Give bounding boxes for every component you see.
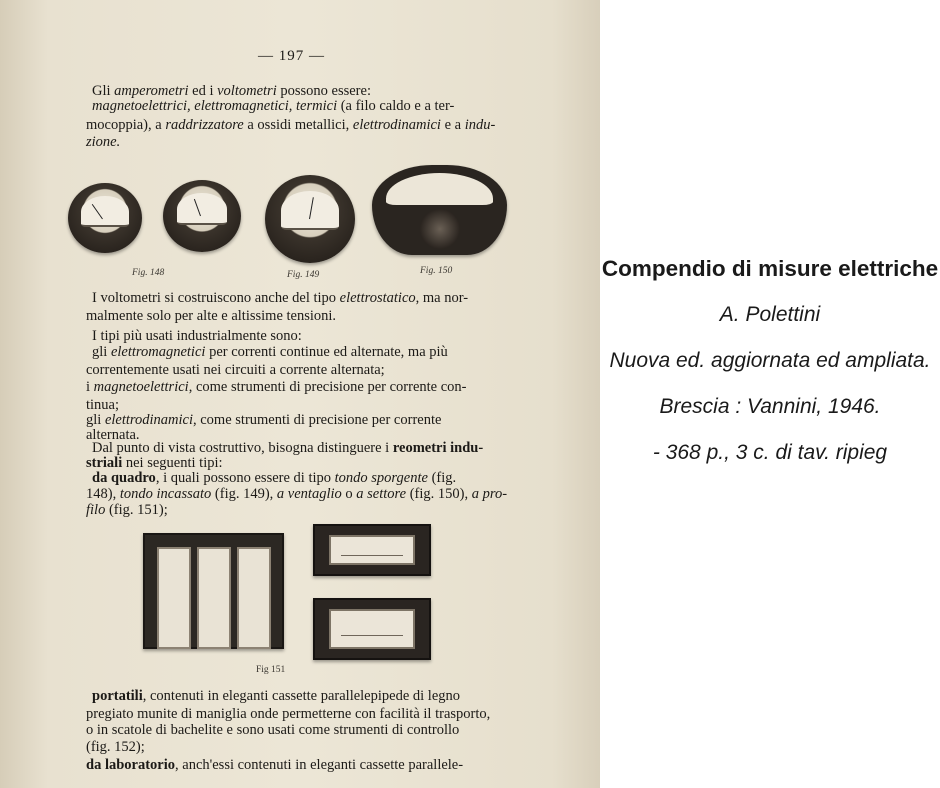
text-segment: voltometri <box>217 83 277 99</box>
fig148-meter-left <box>68 183 142 253</box>
text-segment: alternata. <box>86 427 140 443</box>
text-segment: , i quali possono essere di tipo <box>155 470 335 486</box>
text-segment: a ossidi metallici, <box>243 117 353 133</box>
text-segment: gli <box>86 412 105 428</box>
text-segment: ed i <box>188 83 218 99</box>
text-segment: filo <box>86 502 106 518</box>
book-extent: - 368 p., 3 c. di tav. ripieg <box>652 441 888 464</box>
text-segment: a settore <box>356 486 407 502</box>
text-segment: correntemente usati nei circuiti a corrente alternata; <box>86 362 385 378</box>
book-author: A. Polettini <box>719 303 821 326</box>
text-segment: raddrizzatore <box>165 117 244 133</box>
text-segment: , contenuti in eleganti cassette parallelepipede di legno <box>142 688 461 704</box>
text-segment: per correnti continue ed alternate, ma più <box>205 344 448 360</box>
text-segment: o in scatole di bachelite e sono usati come strumenti di controllo <box>86 722 460 738</box>
text-line <box>86 134 120 151</box>
text-line <box>86 379 467 396</box>
text-segment: (fig. 149), <box>211 486 277 502</box>
text-segment: , anch'essi contenuti in eleganti cassette parallele- <box>175 757 464 773</box>
text-segment: elettromagnetici <box>110 344 206 360</box>
text-segment: tinua; <box>86 397 120 413</box>
text-line <box>86 706 490 723</box>
book-title: Compendio di misure elettriche <box>601 256 939 281</box>
text-segment: pregiato munite di maniglia onde permetterne con facilità il trasporto, <box>86 706 491 722</box>
text-segment: e a <box>440 117 465 133</box>
text-segment: elettrostatico <box>339 290 416 306</box>
text-segment: indu- <box>464 117 496 133</box>
text-segment: elettrodinamici <box>352 117 441 133</box>
text-segment: portatili <box>92 688 143 704</box>
text-segment: da quadro <box>92 470 156 486</box>
book-edition: Nuova ed. aggiornata ed ampliata. <box>609 349 931 372</box>
text-segment: mocoppia), a <box>86 117 166 133</box>
text-segment: (fig. <box>427 470 457 486</box>
fig150-sector-meter <box>372 165 507 255</box>
text-segment: a ventaglio <box>276 486 342 502</box>
text-line <box>86 308 336 325</box>
fig149-caption: Fig. 149 <box>287 270 320 280</box>
text-segment: , come strumenti di precisione per corrente con- <box>188 379 467 395</box>
text-segment: , come strumenti di precisione per corrente <box>193 412 442 428</box>
text-line <box>86 502 168 519</box>
text-segment: (fig. 150), <box>406 486 472 502</box>
text-segment: striali <box>86 455 123 471</box>
text-segment: tondo sporgente <box>334 470 428 486</box>
book-citation <box>600 246 940 476</box>
text-segment: magnetoelettrici, elettromagnetici, termici <box>92 98 338 114</box>
fig151-triple-panel <box>143 533 284 649</box>
text-line <box>92 98 454 115</box>
text-segment: gli <box>92 344 111 360</box>
text-line <box>86 722 459 739</box>
book-publisher: Brescia : Vannini, 1946. <box>659 395 881 418</box>
page-number: — 197 — <box>258 48 325 64</box>
fig150-caption: Fig. 150 <box>420 266 453 276</box>
text-line <box>86 739 145 756</box>
text-segment: da laboratorio <box>86 757 176 773</box>
text-segment: (fig. 152); <box>86 739 145 755</box>
text-segment: Gli <box>92 83 115 99</box>
text-segment: elettrodinamici <box>104 412 193 428</box>
text-line <box>86 362 385 379</box>
text-segment: reometri indu- <box>392 440 484 456</box>
text-segment: I tipi più usati industrialmente sono: <box>92 328 302 344</box>
text-segment: i <box>86 379 94 395</box>
text-segment: a pro- <box>471 486 508 502</box>
text-segment: zione. <box>86 134 121 150</box>
text-segment: amperometri <box>114 83 189 99</box>
text-segment: tondo incassato <box>119 486 212 502</box>
text-line <box>92 290 468 307</box>
text-segment: 148), <box>86 486 120 502</box>
text-segment: o <box>341 486 357 502</box>
text-line <box>86 757 463 774</box>
fig151-panel-bottom <box>313 598 431 660</box>
text-segment: magnetoelettrici <box>93 379 189 395</box>
text-segment: Dal punto di vista costruttivo, bisogna distinguere i <box>92 440 393 456</box>
text-line <box>86 486 507 503</box>
text-line <box>92 688 460 705</box>
text-segment: nei seguenti tipi: <box>122 455 223 471</box>
text-segment: (a filo caldo e a ter- <box>337 98 455 114</box>
fig151-caption: Fig 151 <box>256 665 286 675</box>
text-segment: , ma nor- <box>415 290 469 306</box>
text-segment: possono essere: <box>276 83 371 99</box>
text-segment: I voltometri si costruiscono anche del tipo <box>92 290 340 306</box>
text-segment: (fig. 151); <box>105 502 168 518</box>
text-line <box>86 117 495 134</box>
text-line <box>92 344 448 361</box>
fig149-meter <box>265 175 355 263</box>
text-line <box>92 328 302 345</box>
text-line <box>92 470 456 487</box>
text-segment: malmente solo per alte e altissime tensioni. <box>86 308 337 324</box>
fig151-panel-top <box>313 524 431 576</box>
fig148-meter-right <box>163 180 241 252</box>
fig148-caption: Fig. 148 <box>132 268 165 278</box>
